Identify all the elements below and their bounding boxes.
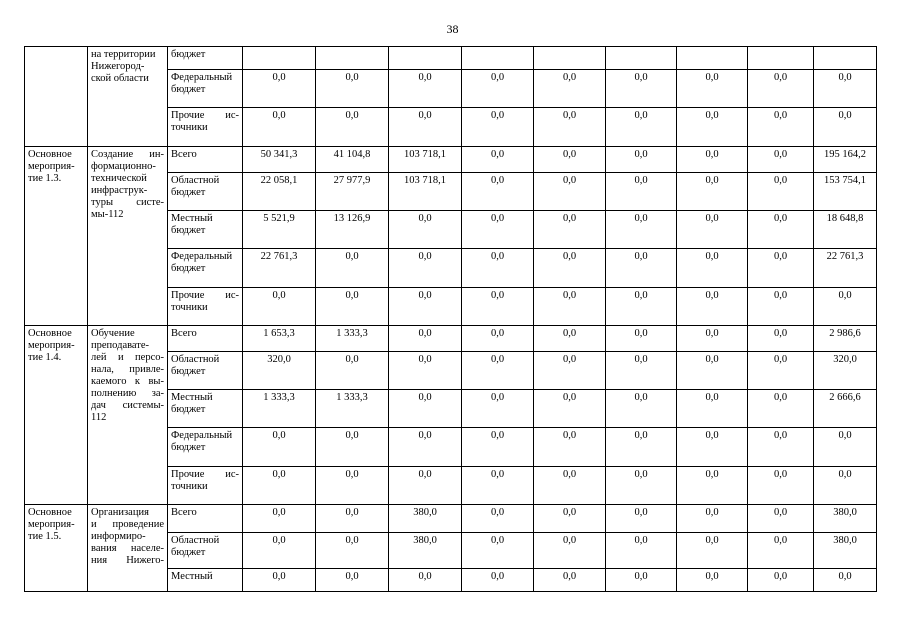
funding-source-line: бюджет <box>171 187 206 198</box>
funding-source-line: бюджет <box>171 366 206 377</box>
activity-description-line: на территории <box>91 49 156 60</box>
value-cell: 0,0 <box>534 569 606 592</box>
value-cell: 0,0 <box>462 70 534 108</box>
value-cell: 0,0 <box>316 569 389 592</box>
value-cell <box>534 47 606 70</box>
value-cell: 0,0 <box>534 505 606 533</box>
value-cell: 0,0 <box>389 211 462 249</box>
funding-source-line: Всего <box>171 149 197 160</box>
funding-source-line: Всего <box>171 507 197 518</box>
value-cell: 0,0 <box>677 467 748 505</box>
activity-name-line: Основное <box>28 328 72 339</box>
value-cell: 0,0 <box>606 108 677 147</box>
value-cell: 50 341,3 <box>243 147 316 173</box>
value-cell: 0,0 <box>389 428 462 467</box>
funding-source-cell <box>168 352 243 390</box>
value-cell: 0,0 <box>534 249 606 288</box>
value-cell: 0,0 <box>389 467 462 505</box>
activity-name-line: тие 1.3. <box>28 173 62 184</box>
value-cell: 0,0 <box>606 249 677 288</box>
funding-source-line: бюджет <box>171 547 206 558</box>
value-cell: 0,0 <box>677 352 748 390</box>
value-cell: 0,0 <box>316 288 389 326</box>
funding-source-line: бюджет <box>171 263 206 274</box>
value-cell: 13 126,9 <box>316 211 389 249</box>
value-cell: 0,0 <box>534 108 606 147</box>
value-cell: 0,0 <box>748 428 814 467</box>
activity-name-cell <box>25 326 88 505</box>
funding-source-line: Прочие ис- <box>171 110 239 121</box>
activity-description-line: лей и персо- <box>91 352 164 363</box>
value-cell: 380,0 <box>389 505 462 533</box>
funding-source-line: Федеральный <box>171 72 233 83</box>
value-cell: 0,0 <box>677 326 748 352</box>
value-cell: 320,0 <box>814 352 877 390</box>
value-cell: 0,0 <box>389 352 462 390</box>
value-cell: 22 058,1 <box>243 173 316 211</box>
value-cell: 0,0 <box>243 467 316 505</box>
activity-name-cell <box>25 147 88 326</box>
value-cell: 0,0 <box>677 108 748 147</box>
funding-source-line: Всего <box>171 328 197 339</box>
value-cell: 0,0 <box>748 352 814 390</box>
value-cell: 0,0 <box>243 108 316 147</box>
activity-description-line: формационно- <box>91 161 156 172</box>
value-cell: 0,0 <box>243 288 316 326</box>
value-cell: 1 333,3 <box>316 326 389 352</box>
value-cell: 0,0 <box>316 108 389 147</box>
value-cell: 0,0 <box>748 108 814 147</box>
value-cell: 0,0 <box>748 249 814 288</box>
activity-description-line: Нижегород- <box>91 61 145 72</box>
funding-source-line: Областной <box>171 535 220 546</box>
value-cell: 0,0 <box>316 505 389 533</box>
value-cell: 0,0 <box>462 147 534 173</box>
value-cell: 0,0 <box>534 533 606 569</box>
value-cell: 0,0 <box>814 428 877 467</box>
value-cell <box>462 47 534 70</box>
activity-description-line: туры систе- <box>91 197 164 208</box>
value-cell: 41 104,8 <box>316 147 389 173</box>
value-cell: 0,0 <box>606 288 677 326</box>
activity-description-line: технической <box>91 173 147 184</box>
value-cell: 0,0 <box>534 173 606 211</box>
value-cell: 0,0 <box>677 390 748 428</box>
value-cell: 0,0 <box>606 147 677 173</box>
funding-source-line: бюджет <box>171 225 206 236</box>
value-cell: 195 164,2 <box>814 147 877 173</box>
funding-source-cell <box>168 533 243 569</box>
value-cell: 0,0 <box>243 428 316 467</box>
value-cell <box>389 47 462 70</box>
value-cell: 0,0 <box>677 70 748 108</box>
value-cell: 0,0 <box>534 352 606 390</box>
value-cell: 0,0 <box>606 326 677 352</box>
value-cell: 0,0 <box>814 569 877 592</box>
value-cell: 1 333,3 <box>316 390 389 428</box>
activity-description-line: нала, привле- <box>91 364 164 375</box>
value-cell: 0,0 <box>677 428 748 467</box>
value-cell: 0,0 <box>606 569 677 592</box>
value-cell: 0,0 <box>462 326 534 352</box>
activity-description-cell <box>88 147 168 326</box>
value-cell: 0,0 <box>748 211 814 249</box>
value-cell: 103 718,1 <box>389 147 462 173</box>
funding-source-line: точники <box>171 122 208 133</box>
value-cell: 0,0 <box>748 505 814 533</box>
funding-source-line: Областной <box>171 354 220 365</box>
value-cell: 0,0 <box>748 569 814 592</box>
value-cell: 0,0 <box>748 173 814 211</box>
funding-source-line: Федеральный <box>171 251 233 262</box>
activity-description-line: каемого к вы- <box>91 376 164 387</box>
value-cell: 0,0 <box>534 147 606 173</box>
value-cell: 0,0 <box>534 211 606 249</box>
table-row <box>25 326 877 352</box>
funding-source-cell <box>168 47 243 70</box>
value-cell: 0,0 <box>243 505 316 533</box>
activity-name-line: Основное <box>28 149 72 160</box>
value-cell: 0,0 <box>677 569 748 592</box>
value-cell: 0,0 <box>534 70 606 108</box>
value-cell: 2 666,6 <box>814 390 877 428</box>
value-cell <box>243 47 316 70</box>
funding-source-line: бюджет <box>171 84 206 95</box>
funding-source-line: Местный <box>171 571 213 582</box>
value-cell <box>316 47 389 70</box>
value-cell: 22 761,3 <box>814 249 877 288</box>
value-cell: 0,0 <box>534 467 606 505</box>
value-cell: 1 333,3 <box>243 390 316 428</box>
value-cell: 0,0 <box>243 70 316 108</box>
value-cell: 0,0 <box>677 249 748 288</box>
activity-name-cell <box>25 47 88 147</box>
value-cell: 0,0 <box>606 70 677 108</box>
table-body <box>25 47 877 592</box>
funding-source-line: точники <box>171 302 208 313</box>
funding-source-line: Областной <box>171 175 220 186</box>
funding-source-cell <box>168 211 243 249</box>
value-cell: 0,0 <box>748 533 814 569</box>
value-cell: 0,0 <box>389 326 462 352</box>
activity-description-line: Создание ин- <box>91 149 164 160</box>
value-cell: 0,0 <box>606 390 677 428</box>
activity-description-line: ния Нижего- <box>91 555 164 566</box>
value-cell: 0,0 <box>462 173 534 211</box>
value-cell: 0,0 <box>462 288 534 326</box>
value-cell: 0,0 <box>748 147 814 173</box>
value-cell: 1 653,3 <box>243 326 316 352</box>
activity-description-cell <box>88 326 168 505</box>
value-cell: 0,0 <box>462 569 534 592</box>
value-cell: 0,0 <box>316 70 389 108</box>
funding-source-line: Прочие ис- <box>171 290 239 301</box>
value-cell: 0,0 <box>389 288 462 326</box>
funding-source-cell <box>168 288 243 326</box>
funding-source-cell <box>168 173 243 211</box>
value-cell: 18 648,8 <box>814 211 877 249</box>
funding-source-cell <box>168 505 243 533</box>
value-cell: 0,0 <box>748 70 814 108</box>
value-cell: 380,0 <box>814 505 877 533</box>
value-cell: 0,0 <box>462 467 534 505</box>
funding-source-line: бюджет <box>171 404 206 415</box>
value-cell: 0,0 <box>606 505 677 533</box>
funding-source-line: бюджет <box>171 49 206 60</box>
value-cell: 27 977,9 <box>316 173 389 211</box>
funding-source-line: точники <box>171 481 208 492</box>
funding-source-cell <box>168 326 243 352</box>
activity-description-line: преподавате- <box>91 340 150 351</box>
value-cell: 153 754,1 <box>814 173 877 211</box>
value-cell <box>606 47 677 70</box>
funding-source-cell <box>168 428 243 467</box>
value-cell: 320,0 <box>243 352 316 390</box>
activity-description-cell <box>88 47 168 147</box>
value-cell: 0,0 <box>677 211 748 249</box>
value-cell: 0,0 <box>677 533 748 569</box>
value-cell: 0,0 <box>748 288 814 326</box>
value-cell: 0,0 <box>389 390 462 428</box>
value-cell: 2 986,6 <box>814 326 877 352</box>
activity-description-line: вания населе- <box>91 543 164 554</box>
value-cell: 0,0 <box>606 173 677 211</box>
value-cell: 5 521,9 <box>243 211 316 249</box>
value-cell: 0,0 <box>534 326 606 352</box>
value-cell: 0,0 <box>606 352 677 390</box>
value-cell: 0,0 <box>462 505 534 533</box>
funding-source-cell <box>168 467 243 505</box>
funding-source-line: Местный <box>171 213 213 224</box>
funding-source-cell <box>168 569 243 592</box>
value-cell: 0,0 <box>462 533 534 569</box>
activity-name-line: мероприя- <box>28 519 75 530</box>
value-cell <box>814 47 877 70</box>
value-cell: 0,0 <box>814 288 877 326</box>
page-number: 38 <box>446 22 459 36</box>
activity-name-line: тие 1.5. <box>28 531 62 542</box>
budget-table <box>24 46 877 592</box>
value-cell: 0,0 <box>243 533 316 569</box>
value-cell: 0,0 <box>316 428 389 467</box>
funding-source-cell <box>168 147 243 173</box>
value-cell <box>748 47 814 70</box>
value-cell: 0,0 <box>606 533 677 569</box>
value-cell: 0,0 <box>316 533 389 569</box>
activity-name-line: Основное <box>28 507 72 518</box>
value-cell: 0,0 <box>462 211 534 249</box>
value-cell: 0,0 <box>462 390 534 428</box>
value-cell: 103 718,1 <box>389 173 462 211</box>
value-cell <box>677 47 748 70</box>
table-row <box>25 47 877 70</box>
value-cell: 0,0 <box>462 108 534 147</box>
activity-description-line: 112 <box>91 412 107 423</box>
value-cell: 0,0 <box>534 288 606 326</box>
activity-description-line: ской области <box>91 73 149 84</box>
value-cell: 0,0 <box>462 249 534 288</box>
value-cell: 0,0 <box>814 108 877 147</box>
value-cell: 0,0 <box>316 249 389 288</box>
value-cell: 0,0 <box>677 505 748 533</box>
value-cell: 0,0 <box>748 326 814 352</box>
funding-source-cell <box>168 70 243 108</box>
funding-source-cell <box>168 249 243 288</box>
value-cell: 0,0 <box>748 467 814 505</box>
value-cell: 0,0 <box>534 390 606 428</box>
table-row <box>25 505 877 533</box>
value-cell: 0,0 <box>606 428 677 467</box>
value-cell: 0,0 <box>389 249 462 288</box>
value-cell: 0,0 <box>677 288 748 326</box>
funding-source-line: бюджет <box>171 442 206 453</box>
funding-source-cell <box>168 390 243 428</box>
activity-name-line: мероприя- <box>28 161 75 172</box>
activity-description-line: информиро- <box>91 531 146 542</box>
funding-source-line: Прочие ис- <box>171 469 239 480</box>
value-cell: 0,0 <box>677 147 748 173</box>
activity-description-line: и проведение <box>91 519 164 530</box>
value-cell: 0,0 <box>389 70 462 108</box>
activity-description-cell <box>88 505 168 592</box>
activity-name-line: мероприя- <box>28 340 75 351</box>
value-cell: 22 761,3 <box>243 249 316 288</box>
value-cell: 0,0 <box>748 390 814 428</box>
value-cell: 380,0 <box>389 533 462 569</box>
value-cell: 0,0 <box>606 467 677 505</box>
funding-source-line: Местный <box>171 392 213 403</box>
activity-description-line: дач системы- <box>91 400 164 411</box>
value-cell: 0,0 <box>462 428 534 467</box>
value-cell: 380,0 <box>814 533 877 569</box>
table-row <box>25 147 877 173</box>
value-cell: 0,0 <box>316 352 389 390</box>
value-cell: 0,0 <box>814 70 877 108</box>
value-cell: 0,0 <box>243 569 316 592</box>
funding-source-cell <box>168 108 243 147</box>
value-cell: 0,0 <box>462 352 534 390</box>
funding-source-line: Федеральный <box>171 430 233 441</box>
activity-description-line: инфраструк- <box>91 185 148 196</box>
value-cell: 0,0 <box>677 173 748 211</box>
activity-description-line: Организация <box>91 507 149 518</box>
activity-name-cell <box>25 505 88 592</box>
value-cell: 0,0 <box>606 211 677 249</box>
activity-description-line: полнению за- <box>91 388 164 399</box>
value-cell: 0,0 <box>389 569 462 592</box>
value-cell: 0,0 <box>814 467 877 505</box>
value-cell: 0,0 <box>389 108 462 147</box>
value-cell: 0,0 <box>316 467 389 505</box>
value-cell: 0,0 <box>534 428 606 467</box>
activity-description-line: Обучение <box>91 328 135 339</box>
activity-name-line: тие 1.4. <box>28 352 62 363</box>
activity-description-line: мы-112 <box>91 209 124 220</box>
